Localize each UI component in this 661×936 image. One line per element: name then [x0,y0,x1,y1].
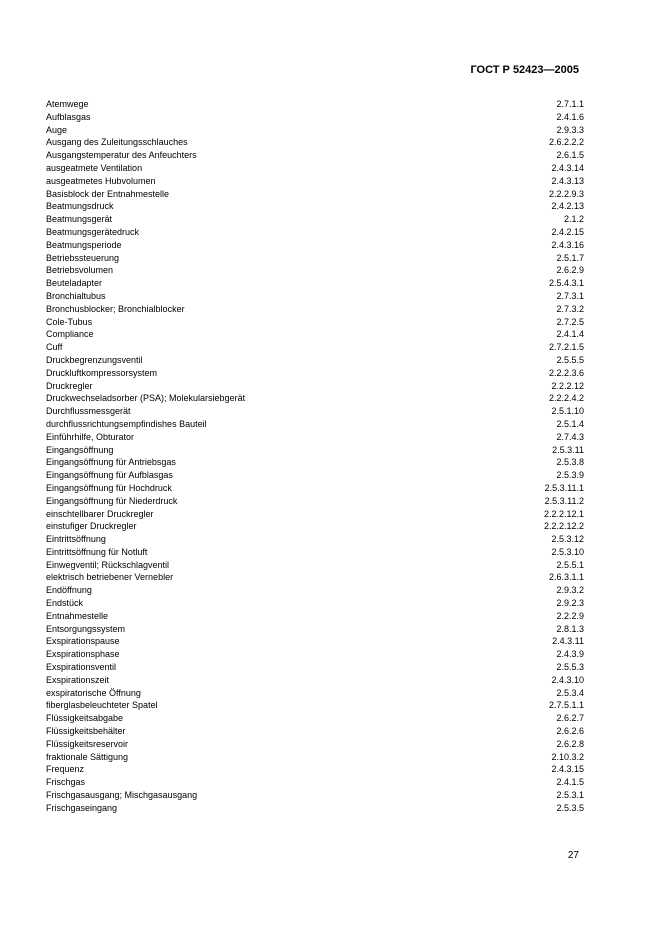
index-entry [46,380,584,393]
index-code: 2.7.5.1.1 [548,700,584,711]
index-term: fiberglasbeleuchteter Spatel [46,700,158,711]
index-term: Eingangsöffnung für Niederdruck [46,495,178,506]
index-code: 2.5.3.11.2 [544,495,584,506]
index-entry [46,354,584,367]
index-entry [46,533,584,546]
index-term: Flüssigkeitsreservoir [46,738,129,749]
index-term: Druckbegrenzungsventil [46,354,143,365]
index-entry [46,738,584,751]
index-code: 2.5.3.1 [556,790,584,801]
index-term: exspiratorische Öffnung [46,687,141,698]
index-term: Eingangsöffnung für Antriebsgas [46,457,176,468]
index-entry [46,405,584,418]
index-term: Eingangsöffnung [46,444,114,455]
index-code: 2.6.2.2.2 [548,137,584,148]
index-code: 2.6.2.7 [556,713,584,724]
index-term: Endstück [46,598,84,609]
index-entry [46,687,584,700]
index-code: 2.8.1.3 [556,623,584,634]
index-term: Aufblasgas [46,111,91,122]
index-code: 2.4.3.13 [551,175,584,186]
index-entry [46,328,584,341]
index-entry [46,226,584,239]
index-term: durchflussrichtungsempfindishes Bauteil [46,418,207,429]
index-term: Eingangsöffnung für Aufblasgas [46,470,173,481]
index-entry [46,277,584,290]
index-code: 2.5.5.5 [556,354,584,365]
index-term: Cuff [46,342,63,353]
index-term: Atemwege [46,99,89,109]
index-code: 2.2.2.4.2 [548,393,584,404]
index-term: Entsorgungssystem [46,623,126,634]
index-code: 2.5.5.3 [556,662,584,673]
index-code: 2.7.2.1.5 [548,342,584,353]
index-term: Exspirationspause [46,636,120,647]
index-term: ausgeatmete Ventilation [46,162,143,173]
index-entry [46,789,584,802]
index-code: 2.9.3.3 [556,124,584,135]
index-entry [46,252,584,265]
index-entry [46,239,584,252]
index-entry [46,725,584,738]
index-entry [46,111,584,124]
index-code: 2.6.3.1.1 [548,572,584,583]
index-entry [46,508,584,521]
index-entry [46,392,584,405]
index-term: Frequenz [46,764,85,775]
index-term: Eintrittsöffnung für Notluft [46,546,148,557]
index-code: 2.7.3.1 [556,290,584,301]
index-entry [46,776,584,789]
index-term: Endöffnung [46,585,92,596]
index-entry [46,712,584,725]
index-code: 2.4.3.11 [552,636,584,647]
index-entry [46,469,584,482]
index-term: Ausgang des Zuleitungsschlauches [46,137,188,148]
index-term: Exspirationszeit [46,674,110,685]
index-entry [46,610,584,623]
index-code: 2.4.3.10 [551,674,584,685]
index-entry [46,367,584,380]
index-term: Beatmungsgerät [46,214,113,225]
index-code: 2.2.2.12.1 [543,508,584,519]
index-code: 2.5.1.7 [556,252,584,263]
index-code: 2.2.2.3.6 [548,367,584,378]
index-code: 2.6.2.6 [556,726,584,737]
index-entry [46,802,584,815]
index-entry [46,149,584,162]
index-entry [46,175,584,188]
index-term: Bronchusblocker; Bronchialblocker [46,303,185,314]
index-term: Ausgangstemperatur des Anfeuchters [46,150,197,161]
index-term: einschtellbarer Druckregler [46,508,154,519]
index-code: 2.2.2.9.3 [548,188,584,199]
index-term: Druckluftkompressorsystem [46,367,158,378]
index-term: Beuteladapter [46,278,103,289]
index-entry [46,584,584,597]
index-code: 2.5.3.4 [556,687,584,698]
index-entry [46,623,584,636]
index-term: Exspirationsventil [46,662,117,673]
index-entry [46,444,584,457]
index-code: 2.5.1.10 [551,406,584,417]
index-code: 2.4.2.13 [551,201,584,212]
index-term: Exspirationsphase [46,649,120,660]
index-entry [46,188,584,201]
index-entry [46,559,584,572]
index-entry [46,98,584,111]
index-list [46,98,584,815]
index-term: Cole-Tubus [46,316,93,327]
index-entry [46,661,584,674]
index-code: 2.6.2.8 [556,738,584,749]
index-entry [46,341,584,354]
index-entry [46,495,584,508]
index-entry [46,213,584,226]
index-entry [46,751,584,764]
page-number: 27 [567,850,579,861]
index-term: Betriebsvolumen [46,265,114,276]
index-code: 2.5.5.1 [556,559,584,570]
index-entry [46,124,584,137]
index-code: 2.5.3.8 [556,457,584,468]
index-term: Druckregler [46,380,93,391]
index-term: Einwegventil; Rückschlagventil [46,559,170,570]
index-code: 2.10.3.2 [551,751,584,762]
index-entry [46,597,584,610]
index-entry [46,635,584,648]
index-code: 2.4.1.4 [556,329,584,340]
index-code: 2.4.3.9 [556,649,584,660]
index-code: 2.9.3.2 [556,585,584,596]
index-code: 2.2.2.9 [556,610,584,621]
index-entry [46,431,584,444]
index-term: Basisblock der Entnahmestelle [46,188,170,199]
index-code: 2.4.3.15 [551,764,584,775]
index-term: elektrisch betriebener Vernebler [46,572,174,583]
index-entry [46,136,584,149]
index-code: 2.5.1.4 [556,418,584,429]
index-entry [46,162,584,175]
index-term: Eintrittsöffnung [46,534,106,545]
index-entry [46,456,584,469]
index-code: 2.5.3.11 [552,444,584,455]
document-header: ГОСТ Р 52423—2005 [470,64,579,76]
index-term: Eingangsöffnung für Hochdruck [46,482,172,493]
index-entry [46,264,584,277]
index-term: Entnahmestelle [46,610,109,621]
index-entry [46,290,584,303]
index-entry [46,418,584,431]
index-term: Flüssigkeitsabgabe [46,713,124,724]
index-code: 2.5.4.3.1 [548,278,584,289]
index-code: 2.1.2 [563,214,584,225]
index-code: 2.7.2.5 [556,316,584,327]
index-code: 2.4.1.5 [556,777,584,788]
index-entry [46,674,584,687]
index-code: 2.4.3.14 [551,162,584,173]
index-code: 2.5.3.9 [556,470,584,481]
index-code: 2.6.1.5 [556,150,584,161]
index-term: Frischgasausgang; Mischgasausgang [46,790,198,801]
index-code: 2.5.3.12 [551,534,584,545]
index-code: 2.5.3.5 [556,802,584,813]
index-code: 2.5.3.10 [551,546,584,557]
index-entry [46,648,584,661]
index-code: 2.2.2.12 [551,380,584,391]
index-entry [46,520,584,533]
index-entry [46,763,584,776]
index-code: 2.4.1.6 [556,111,584,122]
index-term: Einführhilfe, Obturator [46,431,135,442]
index-code: 2.4.2.15 [551,226,584,237]
index-entry [46,571,584,584]
index-code: 2.9.2.3 [556,598,584,609]
index-term: Beatmungsdruck [46,201,114,212]
index-entry [46,316,584,329]
index-term: Bronchialtubus [46,290,106,301]
index-term: einstufiger Druckregler [46,521,137,532]
index-term: Frischgaseingang [46,802,118,813]
index-code: 2.7.1.1 [556,99,584,109]
index-term: Compliance [46,329,94,340]
index-code: 2.5.3.11.1 [544,482,584,493]
index-term: ausgeatmetes Hubvolumen [46,175,156,186]
index-term: Druckwechseladsorber (PSA); Molekularsiebgerät [46,393,246,404]
index-term: Betriebssteuerung [46,252,120,263]
index-entry [46,482,584,495]
index-term: Durchflussmessgerät [46,406,131,417]
index-code: 2.7.4.3 [556,431,584,442]
index-entry [46,303,584,316]
index-code: 2.6.2.9 [556,265,584,276]
index-code: 2.4.3.16 [551,239,584,250]
index-entry [46,699,584,712]
index-term: Flüssigkeitsbehälter [46,726,126,737]
index-code: 2.7.3.2 [556,303,584,314]
index-term: Frischgas [46,777,86,788]
index-entry [46,546,584,559]
index-term: fraktionale Sättigung [46,751,129,762]
index-term: Beatmungsperiode [46,239,122,250]
index-code: 2.2.2.12.2 [543,521,584,532]
index-term: Auge [46,124,68,135]
index-entry [46,200,584,213]
index-term: Beatmungsgerätedruck [46,226,140,237]
